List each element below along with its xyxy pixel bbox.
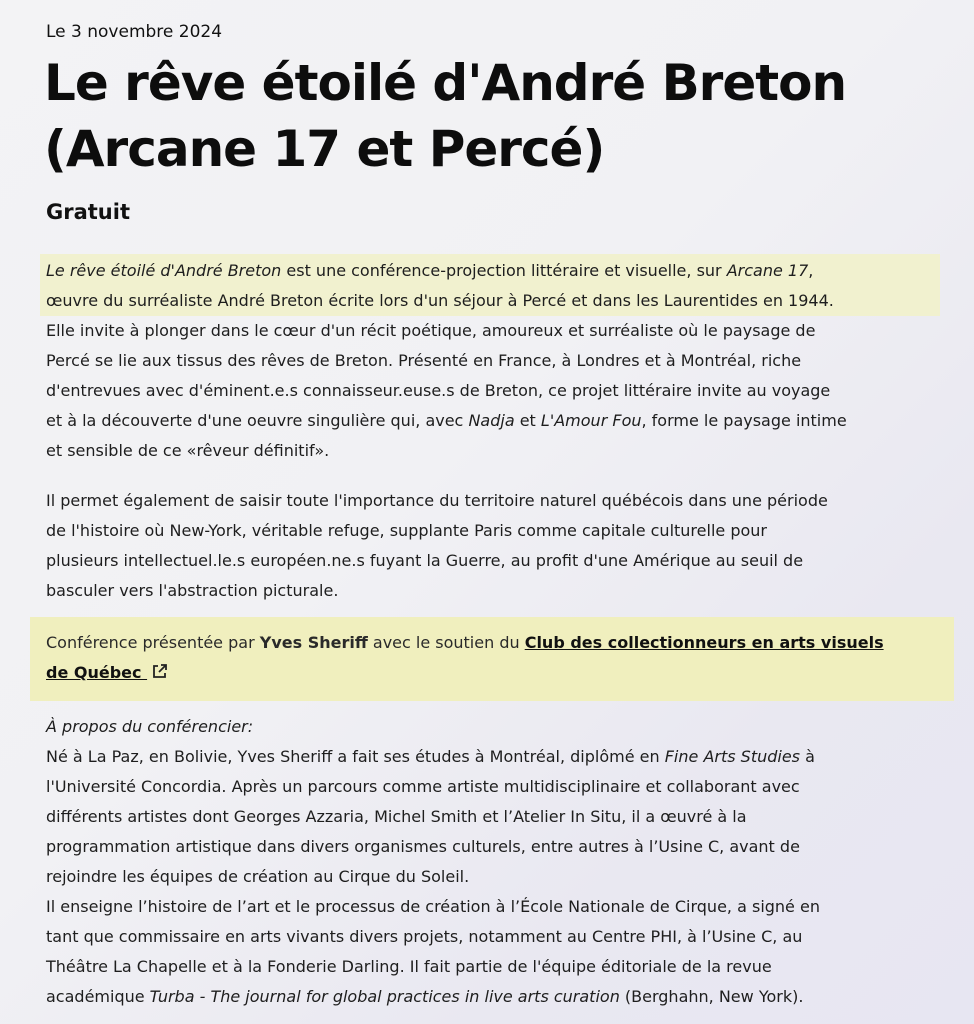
text-line (46, 658, 952, 690)
speaker-name: Yves Sheriff (259, 633, 368, 652)
text-line (46, 256, 952, 286)
title-line: Le rêve étoilé d'André Breton (44, 54, 847, 112)
text-span: Né à La Paz, en Bolivie, Yves Sheriff a fait ses études à Montréal, diplômé en (46, 747, 665, 766)
journal-title: Turba - The journal for global practices in live arts curation (149, 987, 620, 1006)
text-line (46, 712, 952, 742)
text-line: différents artistes dont Georges Azzaria, Michel Smith et l’Atelier In Situ, il a œuvré à la (46, 807, 747, 826)
text-line: d'entrevues avec d'éminent.e.s connaisseur.euse.s de Breton, ce projet littéraire invite au voyage (46, 381, 831, 400)
text-line: et sensible de ce «rêveur définitif». (46, 441, 330, 460)
text-line: tant que commissaire en arts vivants divers projets, notamment au Centre PHI, à l’Usine C, au (46, 927, 803, 946)
text-span: à (800, 747, 815, 766)
credits-paragraph (46, 628, 952, 690)
degree-title: Fine Arts Studies (664, 747, 801, 766)
text-span: , forme le paysage intime (641, 411, 847, 430)
bio-heading: À propos du conférencier: (46, 717, 254, 736)
event-date: Le 3 novembre 2024 (46, 22, 223, 42)
work-title: Le rêve étoilé d'André Breton (46, 261, 282, 280)
title-line: (Arcane 17 et Percé) (44, 120, 605, 178)
text-line: plusieurs intellectuel.le.s européen.ne.s fuyant la Guerre, au profit d'une Amérique au seuil de (46, 551, 804, 570)
text-span: et (514, 411, 541, 430)
text-line: œuvre du surréaliste André Breton écrite lors d'un séjour à Percé et dans les Laurentides en 1944. (46, 291, 834, 310)
text-line: Elle invite à plonger dans le cœur d'un récit poétique, amoureux et surréaliste où le paysage de (46, 321, 816, 340)
text-span: Conférence présentée par (46, 633, 260, 652)
context-paragraph (46, 486, 952, 606)
text-line: Théâtre La Chapelle et à la Fonderie Darling. Il fait partie de l'équipe éditoriale de la revue (46, 957, 772, 976)
text-line (46, 982, 952, 1012)
text-line: l'Université Concordia. Après un parcours comme artiste multidisciplinaire et collaborant avec (46, 777, 800, 796)
text-span: , (808, 261, 814, 280)
text-line: Il permet également de saisir toute l'importance du territoire naturel québécois dans une période (46, 491, 828, 510)
text-line: rejoindre les équipes de création au Cirque du Soleil. (46, 867, 470, 886)
text-span: (Berghahn, New York). (619, 987, 804, 1006)
speaker-bio (46, 712, 952, 1012)
text-line: Percé se lie aux tissus des rêves de Breton. Présenté en France, à Londres et à Montréal, riche (46, 351, 802, 370)
text-line: basculer vers l'abstraction picturale. (46, 581, 339, 600)
price-label: Gratuit (46, 200, 130, 224)
text-line: programmation artistique dans divers organismes culturels, entre autres à l’Usine C, avant de (46, 837, 800, 856)
work-title: Nadja (468, 411, 515, 430)
external-link-icon[interactable] (151, 660, 168, 690)
text-line (46, 742, 952, 772)
text-span: est une conférence-projection littéraire et visuelle, sur (281, 261, 727, 280)
description-paragraph (46, 256, 952, 466)
text-span: et à la découverte d'une oeuvre singulière qui, avec (46, 411, 469, 430)
text-span: avec le soutien du (367, 633, 525, 652)
text-span: académique (46, 987, 150, 1006)
text-line: Il enseigne l’histoire de l’art et le processus de création à l’École Nationale de Cirque, a signé en (46, 897, 820, 916)
work-title: L'Amour Fou (540, 411, 642, 430)
text-line: de l'histoire où New-York, véritable refuge, supplante Paris comme capitale culturelle pour (46, 521, 767, 540)
page-title (44, 50, 944, 182)
sponsor-link[interactable]: de Québec (46, 663, 148, 682)
text-line (46, 628, 952, 658)
sponsor-link[interactable]: Club des collectionneurs en arts visuels (524, 633, 884, 652)
work-title: Arcane 17 (726, 261, 809, 280)
text-line (46, 406, 952, 436)
